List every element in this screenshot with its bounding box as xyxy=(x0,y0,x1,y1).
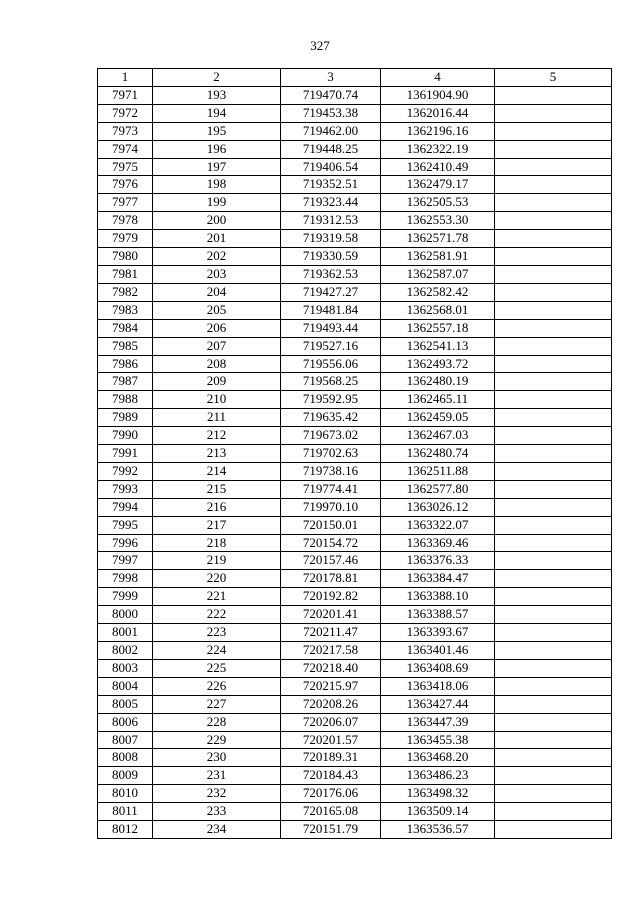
table-row xyxy=(98,498,612,516)
table-cell: 720192.82 xyxy=(281,588,381,606)
table-row xyxy=(98,445,612,463)
column-header: 5 xyxy=(495,69,612,87)
table-cell: 719470.74 xyxy=(281,86,381,104)
table-cell: 7977 xyxy=(98,194,153,212)
table-cell: 194 xyxy=(153,104,281,122)
table-cell: 223 xyxy=(153,624,281,642)
table-cell: 220 xyxy=(153,570,281,588)
table-cell: 719362.53 xyxy=(281,265,381,283)
table-cell: 719635.42 xyxy=(281,409,381,427)
table-row xyxy=(98,230,612,248)
table-cell xyxy=(495,785,612,803)
table-cell: 720217.58 xyxy=(281,642,381,660)
table-row xyxy=(98,713,612,731)
table-cell: 7980 xyxy=(98,248,153,266)
table-cell xyxy=(495,391,612,409)
table-cell: 719312.53 xyxy=(281,212,381,230)
table-row xyxy=(98,731,612,749)
table-cell: 213 xyxy=(153,445,281,463)
table-row xyxy=(98,534,612,552)
table-cell: 719673.02 xyxy=(281,427,381,445)
table-cell: 1362557.18 xyxy=(381,319,495,337)
table-cell: 7982 xyxy=(98,283,153,301)
table-cell: 7988 xyxy=(98,391,153,409)
table-cell: 7975 xyxy=(98,158,153,176)
table-cell: 1363509.14 xyxy=(381,803,495,821)
table-cell xyxy=(495,570,612,588)
table-cell: 1363427.44 xyxy=(381,695,495,713)
table-cell: 720215.97 xyxy=(281,677,381,695)
table-cell: 1362465.11 xyxy=(381,391,495,409)
table-row xyxy=(98,158,612,176)
table-cell: 719527.16 xyxy=(281,337,381,355)
table-cell xyxy=(495,158,612,176)
table-cell xyxy=(495,283,612,301)
table-cell: 8002 xyxy=(98,642,153,660)
table-cell: 1362581.91 xyxy=(381,248,495,266)
table-row xyxy=(98,462,612,480)
table-cell: 720218.40 xyxy=(281,659,381,677)
table-cell: 8004 xyxy=(98,677,153,695)
table-cell: 214 xyxy=(153,462,281,480)
table-row xyxy=(98,480,612,498)
table-cell xyxy=(495,445,612,463)
table-row xyxy=(98,355,612,373)
table-cell: 1362587.07 xyxy=(381,265,495,283)
table-cell: 1363388.10 xyxy=(381,588,495,606)
table-cell: 1362480.19 xyxy=(381,373,495,391)
table-cell: 719453.38 xyxy=(281,104,381,122)
table-cell: 217 xyxy=(153,516,281,534)
table-cell: 1363447.39 xyxy=(381,713,495,731)
table-cell: 7994 xyxy=(98,498,153,516)
table-cell: 215 xyxy=(153,480,281,498)
table-cell: 719493.44 xyxy=(281,319,381,337)
table-cell: 232 xyxy=(153,785,281,803)
table-cell xyxy=(495,409,612,427)
table-cell: 1362479.17 xyxy=(381,176,495,194)
table-cell: 719319.58 xyxy=(281,230,381,248)
table-cell: 720206.07 xyxy=(281,713,381,731)
table-cell: 1363408.69 xyxy=(381,659,495,677)
table-cell: 1362467.03 xyxy=(381,427,495,445)
table-cell: 720157.46 xyxy=(281,552,381,570)
table-cell: 719481.84 xyxy=(281,301,381,319)
table-cell: 210 xyxy=(153,391,281,409)
table-cell xyxy=(495,427,612,445)
table-cell: 7981 xyxy=(98,265,153,283)
table-row xyxy=(98,194,612,212)
table-cell: 719774.41 xyxy=(281,480,381,498)
table-row xyxy=(98,140,612,158)
table-cell xyxy=(495,695,612,713)
table-cell xyxy=(495,373,612,391)
table-row xyxy=(98,624,612,642)
table-cell xyxy=(495,749,612,767)
table-cell: 1362480.74 xyxy=(381,445,495,463)
table-cell xyxy=(495,713,612,731)
table-cell: 1362541.13 xyxy=(381,337,495,355)
table-cell: 719462.00 xyxy=(281,122,381,140)
table-cell: 196 xyxy=(153,140,281,158)
table-cell: 209 xyxy=(153,373,281,391)
table-cell: 720178.81 xyxy=(281,570,381,588)
table-cell: 719427.27 xyxy=(281,283,381,301)
table-cell: 227 xyxy=(153,695,281,713)
table-cell: 221 xyxy=(153,588,281,606)
table-cell xyxy=(495,821,612,839)
table-row xyxy=(98,176,612,194)
table-cell: 8008 xyxy=(98,749,153,767)
table-cell: 1363388.57 xyxy=(381,606,495,624)
table-cell: 205 xyxy=(153,301,281,319)
table-cell: 1362410.49 xyxy=(381,158,495,176)
table-row xyxy=(98,212,612,230)
table-cell: 211 xyxy=(153,409,281,427)
table-cell: 7990 xyxy=(98,427,153,445)
table-cell: 719323.44 xyxy=(281,194,381,212)
table-row xyxy=(98,677,612,695)
table-row xyxy=(98,319,612,337)
table-cell: 720201.57 xyxy=(281,731,381,749)
table-cell: 231 xyxy=(153,767,281,785)
table-cell: 8011 xyxy=(98,803,153,821)
table-cell: 7999 xyxy=(98,588,153,606)
table-cell: 228 xyxy=(153,713,281,731)
table-cell: 1363026.12 xyxy=(381,498,495,516)
table-cell: 719592.95 xyxy=(281,391,381,409)
coordinates-table xyxy=(97,68,612,839)
table-cell: 1363393.67 xyxy=(381,624,495,642)
table-cell: 8009 xyxy=(98,767,153,785)
table-row xyxy=(98,803,612,821)
table-cell: 719448.25 xyxy=(281,140,381,158)
table-row xyxy=(98,642,612,660)
table-row xyxy=(98,283,612,301)
table-cell xyxy=(495,624,612,642)
table-cell: 7992 xyxy=(98,462,153,480)
table-cell xyxy=(495,480,612,498)
table-cell: 224 xyxy=(153,642,281,660)
table-cell: 719738.16 xyxy=(281,462,381,480)
table-cell xyxy=(495,803,612,821)
table-cell: 720184.43 xyxy=(281,767,381,785)
table-cell xyxy=(495,122,612,140)
table-cell: 7989 xyxy=(98,409,153,427)
table-cell: 1362577.80 xyxy=(381,480,495,498)
table-row xyxy=(98,427,612,445)
table-cell: 7976 xyxy=(98,176,153,194)
table-row xyxy=(98,659,612,677)
table-cell: 720165.08 xyxy=(281,803,381,821)
table-row xyxy=(98,785,612,803)
table-row xyxy=(98,516,612,534)
table-cell: 212 xyxy=(153,427,281,445)
table-cell: 720150.01 xyxy=(281,516,381,534)
table-cell: 7996 xyxy=(98,534,153,552)
table-cell: 8010 xyxy=(98,785,153,803)
table-cell: 219 xyxy=(153,552,281,570)
table-cell: 719970.10 xyxy=(281,498,381,516)
table-cell: 7974 xyxy=(98,140,153,158)
table-cell: 1363468.20 xyxy=(381,749,495,767)
table-cell: 7983 xyxy=(98,301,153,319)
table-row xyxy=(98,821,612,839)
table-cell: 200 xyxy=(153,212,281,230)
table-cell: 719352.51 xyxy=(281,176,381,194)
table-cell xyxy=(495,301,612,319)
table-cell: 1362582.42 xyxy=(381,283,495,301)
table-cell: 234 xyxy=(153,821,281,839)
table-cell xyxy=(495,462,612,480)
column-header: 2 xyxy=(153,69,281,87)
table-cell xyxy=(495,677,612,695)
table-cell: 1362459.05 xyxy=(381,409,495,427)
table-row xyxy=(98,248,612,266)
table-cell: 225 xyxy=(153,659,281,677)
table-cell: 7978 xyxy=(98,212,153,230)
table-row xyxy=(98,265,612,283)
table-cell: 222 xyxy=(153,606,281,624)
table-cell xyxy=(495,355,612,373)
table-cell: 1362505.53 xyxy=(381,194,495,212)
table-cell: 1362511.88 xyxy=(381,462,495,480)
table-cell xyxy=(495,534,612,552)
table-cell: 1362322.19 xyxy=(381,140,495,158)
table-cell xyxy=(495,230,612,248)
table-cell: 226 xyxy=(153,677,281,695)
table-cell: 7971 xyxy=(98,86,153,104)
table-cell: 7995 xyxy=(98,516,153,534)
table-cell: 7986 xyxy=(98,355,153,373)
table-cell: 230 xyxy=(153,749,281,767)
table-cell xyxy=(495,606,612,624)
table-cell: 7993 xyxy=(98,480,153,498)
table-cell: 7985 xyxy=(98,337,153,355)
column-header: 4 xyxy=(381,69,495,87)
table-cell: 8006 xyxy=(98,713,153,731)
table-row xyxy=(98,301,612,319)
table-cell: 1362571.78 xyxy=(381,230,495,248)
table-cell: 1362016.44 xyxy=(381,104,495,122)
table-cell: 1363322.07 xyxy=(381,516,495,534)
table-cell xyxy=(495,86,612,104)
table-cell: 1363498.32 xyxy=(381,785,495,803)
table-cell: 7987 xyxy=(98,373,153,391)
table-cell: 7973 xyxy=(98,122,153,140)
table-row xyxy=(98,104,612,122)
table-cell xyxy=(495,319,612,337)
table-cell: 719406.54 xyxy=(281,158,381,176)
table-cell: 1362568.01 xyxy=(381,301,495,319)
table-row xyxy=(98,588,612,606)
table-cell: 1363536.57 xyxy=(381,821,495,839)
table-cell xyxy=(495,588,612,606)
table-cell xyxy=(495,248,612,266)
table-cell: 719568.25 xyxy=(281,373,381,391)
table-cell: 208 xyxy=(153,355,281,373)
column-header: 3 xyxy=(281,69,381,87)
table-row xyxy=(98,122,612,140)
table-cell xyxy=(495,212,612,230)
table-cell: 1363455.38 xyxy=(381,731,495,749)
table-cell: 206 xyxy=(153,319,281,337)
table-cell: 1363486.23 xyxy=(381,767,495,785)
table-cell: 1363384.47 xyxy=(381,570,495,588)
table-cell: 7984 xyxy=(98,319,153,337)
table-cell xyxy=(495,731,612,749)
table-cell xyxy=(495,140,612,158)
table-header-row xyxy=(98,69,612,87)
table-cell xyxy=(495,337,612,355)
table-cell: 193 xyxy=(153,86,281,104)
table-row xyxy=(98,373,612,391)
table-cell: 1362553.30 xyxy=(381,212,495,230)
table-cell: 229 xyxy=(153,731,281,749)
table-cell xyxy=(495,104,612,122)
table-row xyxy=(98,552,612,570)
table-row xyxy=(98,86,612,104)
table-cell: 216 xyxy=(153,498,281,516)
table-cell: 1361904.90 xyxy=(381,86,495,104)
table-cell xyxy=(495,176,612,194)
table-cell: 7972 xyxy=(98,104,153,122)
table-cell: 1363401.46 xyxy=(381,642,495,660)
table-cell: 201 xyxy=(153,230,281,248)
table-cell: 233 xyxy=(153,803,281,821)
table-cell: 720154.72 xyxy=(281,534,381,552)
table-cell: 720189.31 xyxy=(281,749,381,767)
table-cell: 1362196.16 xyxy=(381,122,495,140)
table-cell: 720211.47 xyxy=(281,624,381,642)
table-row xyxy=(98,337,612,355)
table-cell: 199 xyxy=(153,194,281,212)
table-cell: 720201.41 xyxy=(281,606,381,624)
table-cell: 1363418.06 xyxy=(381,677,495,695)
table-cell: 8012 xyxy=(98,821,153,839)
table-cell xyxy=(495,265,612,283)
table-cell: 1363376.33 xyxy=(381,552,495,570)
table-cell: 7997 xyxy=(98,552,153,570)
page-number: 327 xyxy=(310,38,330,53)
table-cell xyxy=(495,767,612,785)
table-cell: 202 xyxy=(153,248,281,266)
table-cell: 198 xyxy=(153,176,281,194)
table-cell: 1363369.46 xyxy=(381,534,495,552)
table-cell: 719556.06 xyxy=(281,355,381,373)
table-row xyxy=(98,695,612,713)
table-cell: 197 xyxy=(153,158,281,176)
table-cell: 8001 xyxy=(98,624,153,642)
table-cell: 8000 xyxy=(98,606,153,624)
table-cell: 204 xyxy=(153,283,281,301)
column-header: 1 xyxy=(98,69,153,87)
table-row xyxy=(98,391,612,409)
table-cell xyxy=(495,552,612,570)
table-cell: 719702.63 xyxy=(281,445,381,463)
table-cell: 7998 xyxy=(98,570,153,588)
table-cell xyxy=(495,194,612,212)
table-cell: 720176.06 xyxy=(281,785,381,803)
table-cell: 218 xyxy=(153,534,281,552)
table-row xyxy=(98,767,612,785)
table-cell: 720151.79 xyxy=(281,821,381,839)
table-cell: 8003 xyxy=(98,659,153,677)
table-cell: 207 xyxy=(153,337,281,355)
table-cell xyxy=(495,642,612,660)
table-row xyxy=(98,606,612,624)
table-cell: 7991 xyxy=(98,445,153,463)
table-cell xyxy=(495,516,612,534)
table-row xyxy=(98,749,612,767)
table-row xyxy=(98,409,612,427)
table-row xyxy=(98,570,612,588)
table-cell: 8005 xyxy=(98,695,153,713)
table-cell: 195 xyxy=(153,122,281,140)
table-body xyxy=(98,86,612,838)
table-cell xyxy=(495,498,612,516)
table-cell: 8007 xyxy=(98,731,153,749)
table-cell: 203 xyxy=(153,265,281,283)
table-cell xyxy=(495,659,612,677)
table-cell: 720208.26 xyxy=(281,695,381,713)
table-cell: 719330.59 xyxy=(281,248,381,266)
table-cell: 1362493.72 xyxy=(381,355,495,373)
table-cell: 7979 xyxy=(98,230,153,248)
